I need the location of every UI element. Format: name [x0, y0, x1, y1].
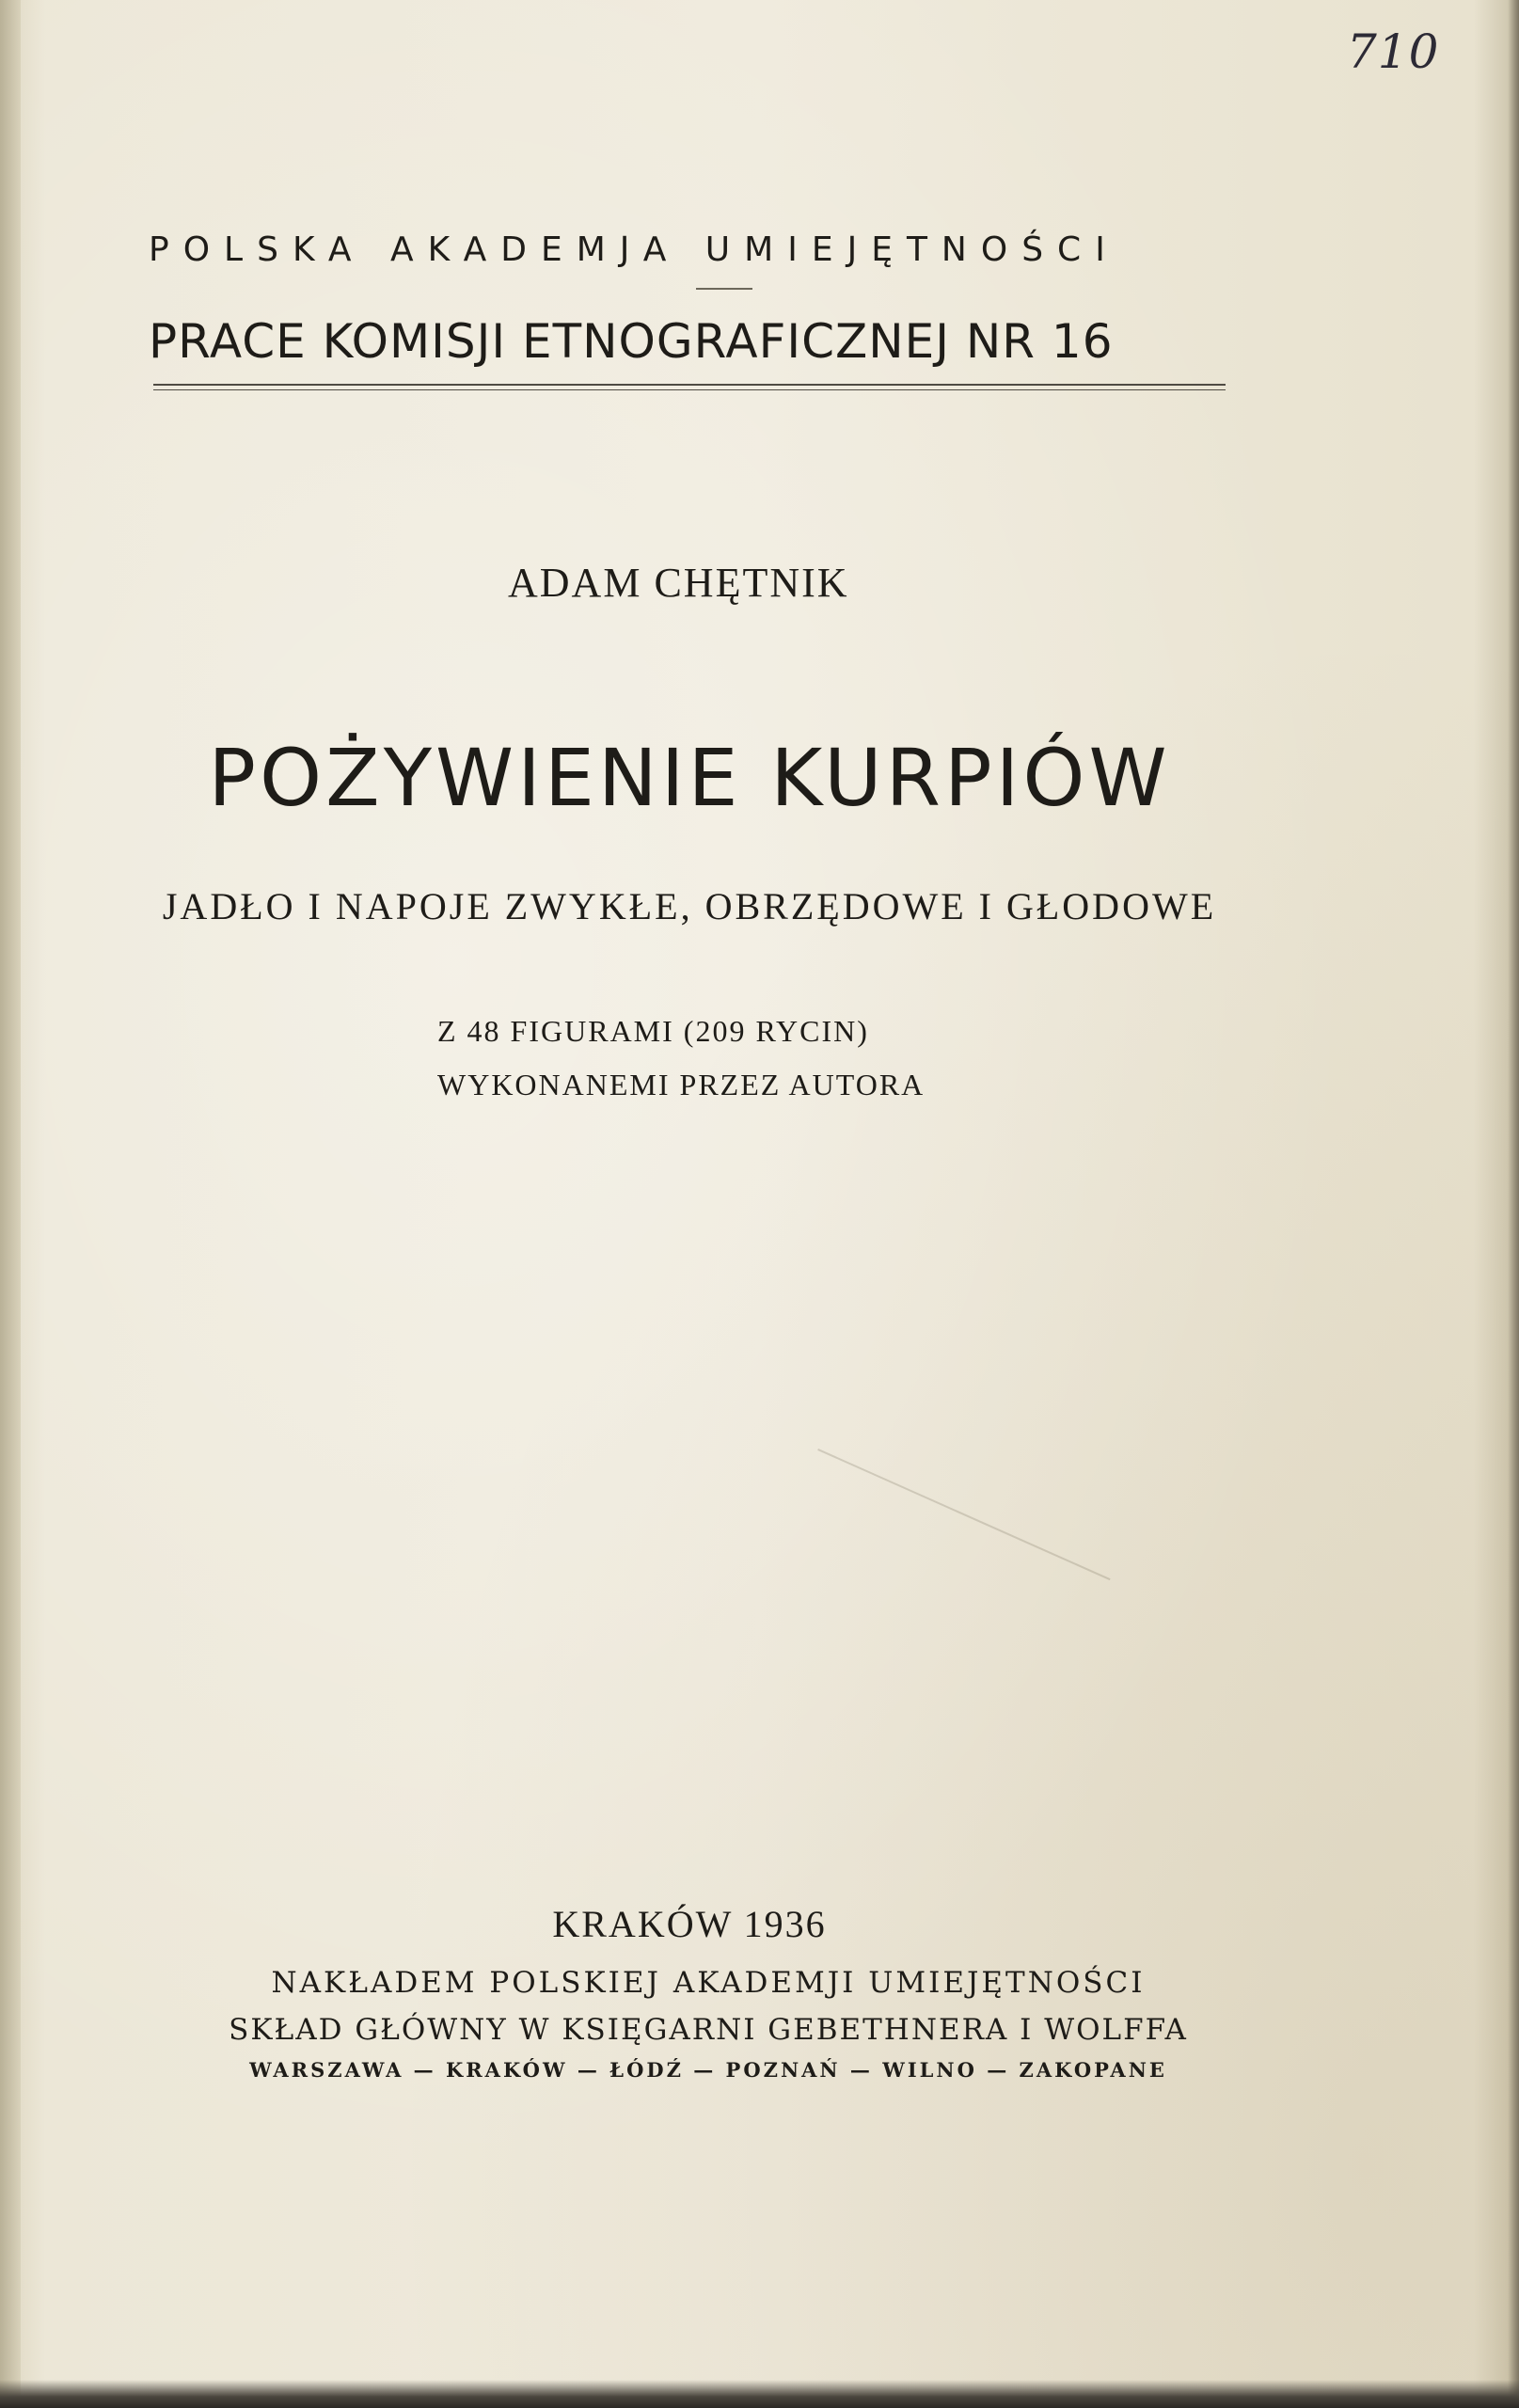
handwritten-number: 710: [1347, 24, 1440, 79]
academy-name: POLSKA AKADEMJA UMIEJĘTNOŚCI: [149, 230, 1119, 269]
page-left-edge: [0, 0, 21, 2408]
series-title: PRACE KOMISJI ETNOGRAFICZNEJ NR 16: [149, 314, 1114, 369]
header-rule: [153, 384, 1226, 386]
book-subtitle: JADŁO I NAPOJE ZWYKŁE, OBRZĘDOWE I GŁODOWE: [162, 885, 1217, 927]
paper-crease: [817, 1449, 1110, 1580]
distributor-line: SKŁAD GŁÓWNY W KSIĘGARNI GEBETHNERA I WOLFFA: [229, 2013, 1188, 2047]
figures-note-line1: Z 48 FIGURAMI (209 RYCIN): [437, 1014, 869, 1048]
cities-line: WARSZAWA — KRAKÓW — ŁÓDŹ — POZNAŃ — WILNO — ZAKOPANE: [249, 2058, 1167, 2082]
figures-note-line2: WYKONANEMI PRZEZ AUTORA: [437, 1068, 926, 1101]
small-divider: [696, 288, 752, 290]
page-bottom-edge: [0, 2380, 1519, 2408]
publisher-line: NAKŁADEM POLSKIEJ AKADEMJI UMIEJĘTNOŚCI: [271, 1966, 1146, 2000]
place-and-year: KRAKÓW 1936: [552, 1903, 827, 1945]
page-right-edge: [1508, 0, 1519, 2408]
book-title: POŻYWIENIE KURPIÓW: [208, 732, 1171, 824]
header-rule-thin: [153, 389, 1226, 390]
author-name: ADAM CHĘTNIK: [508, 560, 849, 606]
